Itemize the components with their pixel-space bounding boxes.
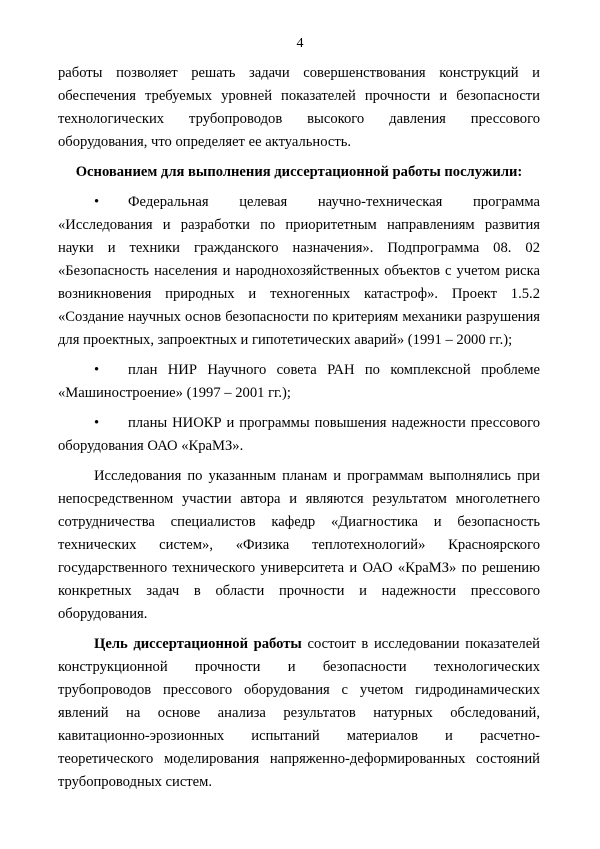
- bullet-item: [58, 191, 540, 352]
- bullet-text: планы НИОКР и программы повышения надежности прессового оборудования ОАО «КраМЗ».: [58, 415, 540, 454]
- bullet-text: план НИР Научного совета РАН по комплексной проблеме «Машиностроение» (1997 – 2001 гг.);: [58, 362, 540, 401]
- page-number: 4: [296, 36, 304, 51]
- bullet-icon: [94, 412, 128, 435]
- bullet-icon: [94, 359, 128, 382]
- section-heading-basis: Основанием для выполнения диссертационной работы послужили:: [75, 164, 523, 180]
- paragraph-research: Исследования по указанным планам и программам выполнялись при непосредственном участии автора и являются результатом многолетнего сотрудничества специалистов кафедр «Диагностика и безопасность технических систем», «Физика теплотехнологий» Красноярского государственного технического университета и ОАО «КраМЗ» по решению конкретных задач в области прочности и надежности прессового оборудования.: [58, 468, 540, 622]
- paragraph-relevance: работы позволяет решать задачи совершенствования конструкций и обеспечения требуемых уровней показателей прочности и безопасности технологических трубопроводов высокого давления прессового оборудования, что определяет ее актуальность.: [58, 65, 540, 150]
- page-body: [58, 62, 540, 801]
- bullet-icon: [94, 191, 128, 214]
- bullet-text: Федеральная целевая научно-техническая программа «Исследования и разработки по приоритетным направлениям развития науки и техники гражданского назначения». Подпрограмма 08. 02 «Безопасность населения и народнохозяйственных объектов с учетом риска возникновения природных и техногенных катастроф». Проект 1.5.2 «Создание научных основ безопасности по критериям механики разрушения для проектных, запроектных и гипотетических аварий» (1991 – 2000 гг.);: [58, 194, 540, 348]
- paragraph-goal: [58, 633, 540, 794]
- bullet-item: [58, 359, 540, 405]
- goal-heading: Цель диссертационной работы: [94, 636, 302, 652]
- bullet-item: [58, 412, 540, 458]
- goal-text: состоит в исследовании показателей конструкционной прочности и безопасности технологических трубопроводов прессового оборудования с учетом гидродинамических явлений на основе анализа результатов натурных обследований, кавитационно-эрозионных испытаний материалов и расчетно-теоретического моделирования напряженно-деформированных состояний трубопроводных систем.: [58, 636, 540, 790]
